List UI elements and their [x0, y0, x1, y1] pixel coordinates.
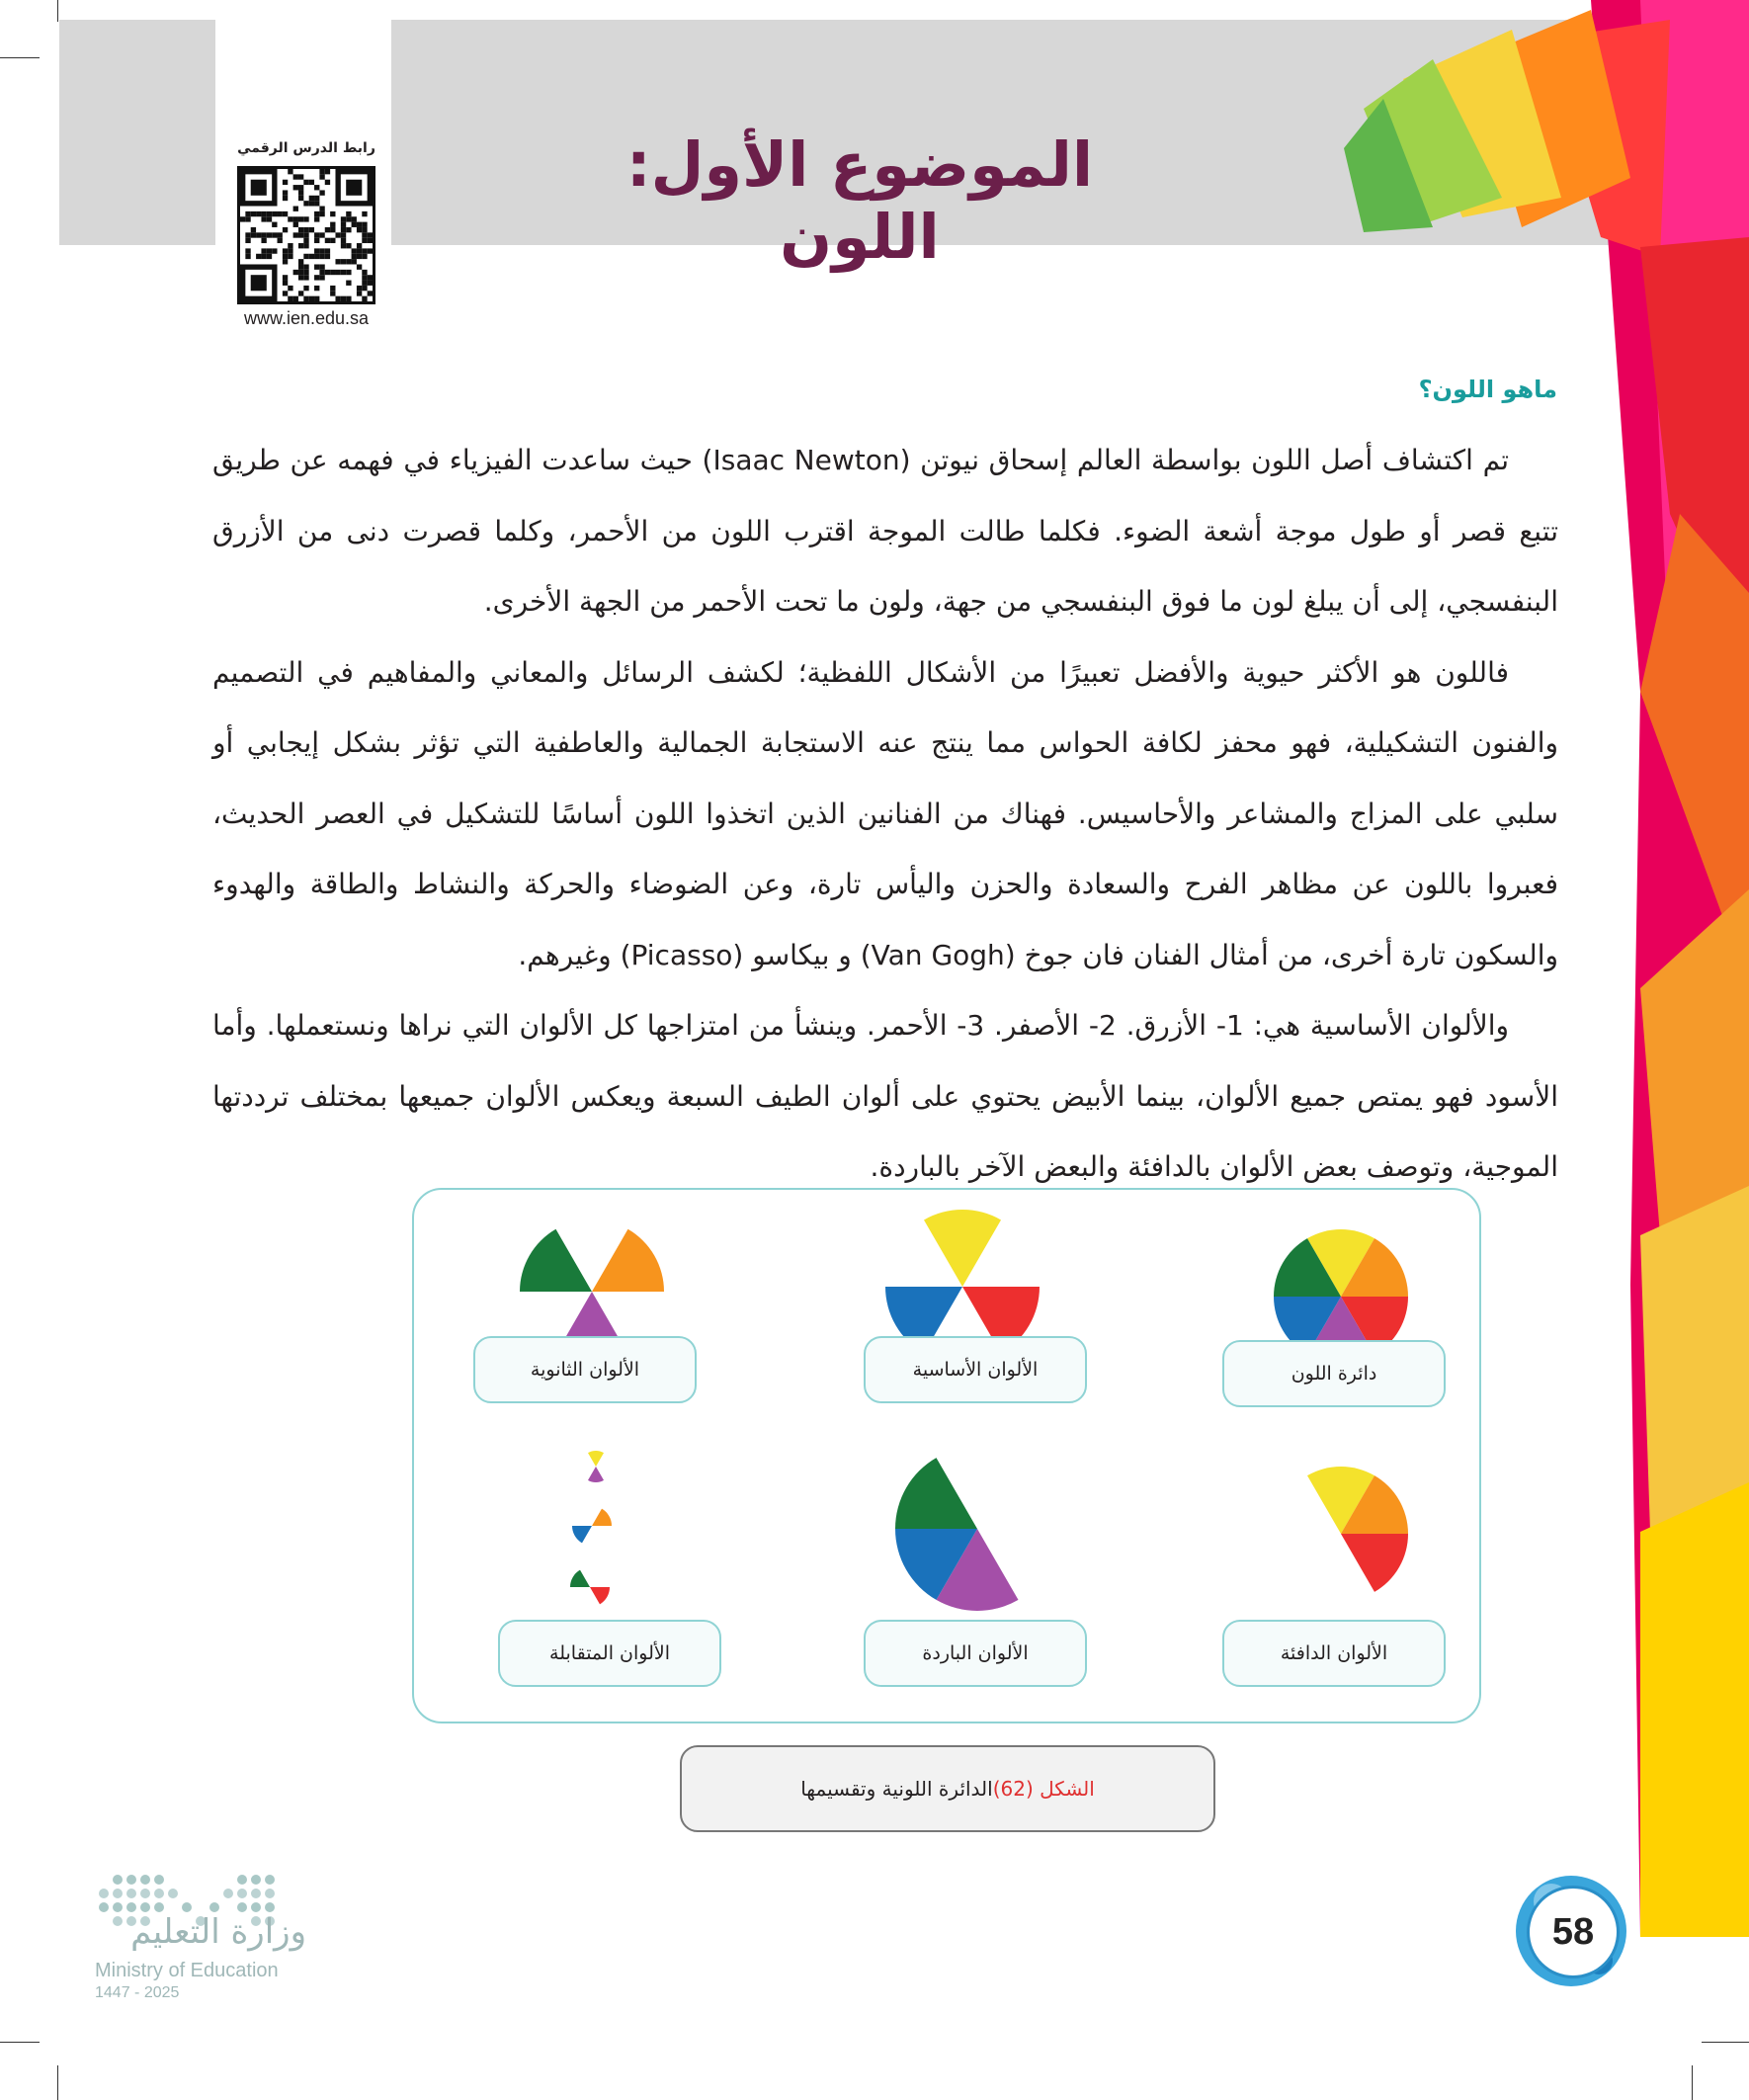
green-slice: [520, 1229, 592, 1292]
qr-module: [298, 243, 303, 248]
qr-module: [303, 238, 308, 243]
crop-mark: [57, 2065, 58, 2100]
qr-module: [293, 296, 298, 301]
qr-module: [362, 296, 367, 301]
qr-module: [357, 243, 362, 248]
qr-module: [335, 296, 340, 301]
qr-module: [346, 243, 351, 248]
yellow-slice: [588, 1451, 604, 1467]
qr-module: [240, 216, 245, 221]
qr-module: [272, 232, 277, 237]
qr-module: [298, 232, 303, 237]
orange-slice: [592, 1229, 664, 1292]
qr-module: [346, 270, 351, 275]
qr-module: [319, 207, 324, 211]
qr-module: [288, 169, 292, 174]
qr-module: [283, 281, 288, 286]
qr-module: [319, 169, 324, 174]
qr-module: [309, 227, 314, 232]
qr-module: [346, 227, 351, 232]
qr-module: [352, 216, 357, 221]
qr-url[interactable]: www.ien.edu.sa: [243, 308, 370, 328]
logo-dot: [209, 1902, 219, 1912]
crop-mark: [0, 2042, 40, 2043]
qr-module: [346, 259, 351, 264]
qr-module: [303, 232, 308, 237]
label-secondary-colors: الألوان الثانوية: [473, 1336, 697, 1403]
qr-module: [288, 286, 292, 291]
qr-module: [314, 216, 319, 221]
page-title: الموضوع الأول: اللون: [625, 128, 1094, 273]
label-primary-colors: الألوان الأساسية: [864, 1336, 1087, 1403]
qr-module: [251, 232, 256, 237]
qr-module: [357, 286, 362, 291]
qr-module: [362, 222, 367, 227]
qr-module: [341, 232, 346, 237]
logo-dot: [237, 1889, 247, 1898]
qr-module: [303, 296, 308, 301]
qr-module: [283, 259, 288, 264]
qr-module: [341, 238, 346, 243]
label-cool-colors: الألوان الباردة: [864, 1620, 1087, 1687]
orange-slice: [592, 1509, 612, 1526]
qr-module: [293, 222, 298, 227]
qr-module: [303, 270, 308, 275]
qr-module: [298, 275, 303, 280]
qr-module: [309, 296, 314, 301]
qr-module: [298, 185, 303, 190]
logo-dot: [140, 1889, 150, 1898]
qr-module: [288, 296, 292, 301]
qr-module: [330, 238, 335, 243]
ministry-name-ar: وزارة التعليم: [130, 1912, 306, 1952]
qr-module: [267, 211, 272, 216]
qr-module: [368, 275, 373, 280]
qr-module: [357, 254, 362, 259]
qr-module: [341, 296, 346, 301]
cool-colors-diagram: [859, 1445, 1096, 1613]
qr-module: [368, 248, 373, 253]
logo-dot: [237, 1902, 247, 1912]
qr-module: [303, 254, 308, 259]
qr-module: [357, 291, 362, 295]
qr-module: [288, 216, 292, 221]
qr-module: [261, 211, 266, 216]
qr-module: [303, 264, 308, 269]
qr-module: [314, 275, 319, 280]
qr-module: [251, 211, 256, 216]
logo-dot: [140, 1902, 150, 1912]
logo-dot: [265, 1875, 275, 1885]
figure-caption: [680, 1745, 1215, 1832]
qr-module: [341, 216, 346, 221]
qr-module: [251, 227, 256, 232]
qr-module: [272, 211, 277, 216]
paragraph: تم اكتشاف أصل اللون بواسطة العالم إسحاق نيوتن (Isaac Newton) حيث ساعدت الفيزياء في فهمه عن طريق تتبع قصر أو طول موجة أشعة الضوء. فكلما طالت الموجة اقترب اللون من الأحمر، وكلما قصرت دنى من الأزرق البنفسجي، إلى أن يبلغ لون ما فوق البنفسجي من جهة، ولون ما تحت الأحمر من الجهة الأخرى.: [212, 444, 1558, 618]
qr-module: [346, 180, 362, 196]
qr-module: [293, 174, 298, 179]
qr-module: [362, 238, 367, 243]
qr-module: [267, 254, 272, 259]
qr-module: [319, 190, 324, 195]
qr-module: [314, 196, 319, 201]
qr-module: [341, 259, 346, 264]
qr-module: [352, 222, 357, 227]
qr-module: [314, 201, 319, 206]
qr-module: [303, 286, 308, 291]
qr-module: [245, 216, 250, 221]
qr-module: [314, 286, 319, 291]
qr-module: [362, 248, 367, 253]
qr-module: [267, 248, 272, 253]
qr-module: [283, 275, 288, 280]
qr-module: [293, 216, 298, 221]
qr-module: [319, 275, 324, 280]
qr-module: [341, 243, 346, 248]
qr-module: [362, 270, 367, 275]
qr-module: [303, 180, 308, 185]
logo-dot: [113, 1875, 123, 1885]
red-slice: [590, 1587, 610, 1604]
qr-module: [314, 254, 319, 259]
qr-module: [346, 216, 351, 221]
logo-dot: [113, 1889, 123, 1898]
qr-module: [261, 232, 266, 237]
qr-module: [314, 232, 319, 237]
qr-module: [288, 243, 292, 248]
qr-module: [251, 180, 267, 196]
purple-slice: [588, 1467, 604, 1482]
yellow-slice: [924, 1210, 1001, 1287]
qr-module: [293, 232, 298, 237]
qr-module: [251, 275, 267, 291]
qr-module: [352, 254, 357, 259]
qr-module: [309, 254, 314, 259]
label-complementary-colors: الألوان المتقابلة: [498, 1620, 721, 1687]
qr-module: [298, 196, 303, 201]
qr-module: [309, 196, 314, 201]
logo-dot: [113, 1902, 123, 1912]
qr-module: [362, 211, 367, 216]
qr-module: [309, 201, 314, 206]
qr-module: [288, 248, 292, 253]
caption-text: الدائرة اللونية وتقسيمها: [800, 1777, 993, 1801]
qr-module: [368, 291, 373, 295]
qr-module: [303, 227, 308, 232]
qr-module: [245, 238, 250, 243]
qr-module: [245, 211, 250, 216]
qr-module: [314, 211, 319, 216]
qr-module: [314, 264, 319, 269]
qr-module: [309, 180, 314, 185]
qr-module: [330, 227, 335, 232]
caption-figure-number: الشكل (62): [992, 1777, 1095, 1801]
qr-module: [357, 227, 362, 232]
qr-module: [335, 259, 340, 264]
logo-dot: [154, 1875, 164, 1885]
qr-module: [283, 211, 288, 216]
qr-module: [330, 291, 335, 295]
cool-colors-graphic: [893, 1445, 1061, 1613]
qr-module: [314, 296, 319, 301]
body-text: [212, 425, 1558, 1203]
qr-module: [325, 270, 330, 275]
logo-dot: [251, 1875, 261, 1885]
qr-module: [278, 238, 283, 243]
qr-module: [283, 180, 288, 185]
qr-module: [256, 232, 261, 237]
green-slice: [570, 1570, 590, 1587]
qr-module: [298, 227, 303, 232]
qr-module: [293, 185, 298, 190]
qr-module: [298, 259, 303, 264]
logo-dot: [182, 1902, 192, 1912]
qr-module: [368, 281, 373, 286]
page-number: 58: [1527, 1886, 1620, 1978]
qr-module: [267, 232, 272, 237]
paragraph: فاللون هو الأكثر حيوية والأفضل تعبيرًا من الأشكال اللفظية؛ لكشف الرسائل والمعاني والمفاهيم في التصميم والفنون التشكيلية، فهو محفز لكافة الحواس مما ينتج عنه الاستجابة الجمالية والعاطفية التي تؤثر بشكل إيجابي أو سلبي على المزاج والمشاعر والأحاسيس. فهناك من الفنانين الذين اتخذوا اللون أساسًا للتشكيل في العصر الحديث، فعبروا باللون عن مظاهر الفرح والسعادة والحزن واليأس تارة، وعن الضوضاء والحركة والنشاط والطاقة والهدوء والسكون تارة أخرى، من أمثال الفنان فان جوخ (Van Gogh) و بيكاسو (Picasso) وغيرهم.: [212, 655, 1558, 971]
logo-dot: [126, 1902, 136, 1912]
logo-dot: [237, 1875, 247, 1885]
paragraph: والألوان الأساسية هي: 1- الأزرق. 2- الأصفر. 3- الأحمر. وينشأ من امتزاجها كل الألوان التي نراها ونستعملها. وأما الأسود فهو يمتص جميع الألوان، بينما الأبيض يحتوي على ألوان الطيف السبعة ويعكس الألوان جميعها بمختلف ترددتها الموجية، وتوصف بعض الألوان بالدافئة والبعض الآخر بالباردة.: [212, 1009, 1558, 1183]
qr-module: [256, 254, 261, 259]
qr-module: [283, 248, 288, 253]
qr-module: [278, 211, 283, 216]
logo-dot: [154, 1902, 164, 1912]
qr-module: [283, 291, 288, 295]
qr-module: [256, 211, 261, 216]
qr-module: [245, 232, 250, 237]
logo-dot: [140, 1875, 150, 1885]
warm-colors-graphic: [1272, 1465, 1410, 1603]
qr-module: [330, 211, 335, 216]
crop-mark: [1692, 2065, 1693, 2100]
qr-module: [319, 211, 324, 216]
qr-code[interactable]: [237, 166, 375, 304]
qr-module: [346, 296, 351, 301]
qr-module: [352, 259, 357, 264]
logo-dot: [126, 1889, 136, 1898]
qr-module: [341, 270, 346, 275]
crop-mark: [57, 0, 58, 22]
qr-module: [293, 270, 298, 275]
qr-module: [362, 286, 367, 291]
logo-dot: [126, 1875, 136, 1885]
qr-module: [261, 238, 266, 243]
qr-module: [314, 238, 319, 243]
qr-module: [283, 190, 288, 195]
qr-module: [362, 254, 367, 259]
qr-module: [352, 248, 357, 253]
qr-module: [267, 216, 272, 221]
qr-module: [325, 248, 330, 253]
qr-module: [346, 211, 351, 216]
qr-module: [319, 174, 324, 179]
complementary-colors-diagram: [473, 1449, 710, 1617]
color-wheel-figure: [412, 1188, 1481, 1723]
green-slice: [895, 1458, 977, 1529]
qr-module: [330, 270, 335, 275]
qr-module: [330, 286, 335, 291]
qr-module: [298, 291, 303, 295]
complementary-colors-graphic: [533, 1449, 651, 1617]
qr-module: [314, 248, 319, 253]
warm-colors-diagram: [1222, 1465, 1459, 1603]
logo-dot: [265, 1889, 275, 1898]
qr-module: [325, 169, 330, 174]
qr-module: [319, 264, 324, 269]
logo-dot: [99, 1902, 109, 1912]
crop-mark: [1702, 2042, 1749, 2043]
qr-module: [335, 270, 340, 275]
qr-module: [325, 254, 330, 259]
qr-module: [362, 227, 367, 232]
ministry-name-en: Ministry of Education: [95, 1960, 279, 1981]
qr-module: [368, 238, 373, 243]
qr-module: [357, 264, 362, 269]
qr-module: [298, 216, 303, 221]
crop-mark: [0, 57, 40, 58]
qr-module: [341, 227, 346, 232]
blue-slice: [572, 1526, 592, 1543]
qr-code-pattern: [240, 169, 373, 301]
qr-module: [261, 254, 266, 259]
qr-module: [325, 238, 330, 243]
qr-module: [303, 275, 308, 280]
qr-module: [319, 254, 324, 259]
qr-module: [335, 232, 340, 237]
label-warm-colors: الألوان الدافئة: [1222, 1620, 1446, 1687]
qr-module: [314, 185, 319, 190]
qr-module: [245, 248, 250, 253]
qr-module: [341, 222, 346, 227]
qr-module: [346, 281, 351, 286]
label-color-wheel: دائرة اللون: [1222, 1340, 1446, 1407]
logo-dot: [99, 1889, 109, 1898]
qr-module: [303, 216, 308, 221]
qr-module: [325, 227, 330, 232]
qr-module: [362, 232, 367, 237]
ministry-year: 2025 - 1447: [95, 1984, 180, 2001]
qr-module: [261, 216, 266, 221]
red-slice: [1341, 1534, 1408, 1592]
qr-module: [283, 254, 288, 259]
qr-module: [357, 222, 362, 227]
qr-module: [293, 207, 298, 211]
logo-dot: [154, 1889, 164, 1898]
qr-module: [278, 232, 283, 237]
qr-caption: رابط الدرس الرقمي: [237, 140, 375, 156]
qr-module: [362, 275, 367, 280]
qr-module: [245, 254, 250, 259]
qr-module: [283, 196, 288, 201]
qr-module: [368, 232, 373, 237]
qr-module: [283, 227, 288, 232]
qr-module: [319, 270, 324, 275]
qr-module: [298, 264, 303, 269]
qr-module: [261, 248, 266, 253]
qr-module: [298, 270, 303, 275]
logo-dot: [265, 1902, 275, 1912]
qr-module: [298, 190, 303, 195]
qr-module: [272, 248, 277, 253]
logo-dot: [223, 1889, 233, 1898]
qr-module: [362, 281, 367, 286]
qr-module: [272, 222, 277, 227]
qr-module: [303, 201, 308, 206]
qr-module: [288, 254, 292, 259]
qr-module: [303, 243, 308, 248]
logo-dot: [251, 1889, 261, 1898]
qr-module: [330, 222, 335, 227]
logo-dot: [251, 1902, 261, 1912]
qr-module: [319, 232, 324, 237]
qr-module: [298, 174, 303, 179]
qr-module: [325, 180, 330, 185]
qr-module: [357, 248, 362, 253]
logo-dot: [168, 1889, 178, 1898]
section-heading: ماهو اللون؟: [1418, 376, 1557, 403]
qr-module: [319, 248, 324, 253]
